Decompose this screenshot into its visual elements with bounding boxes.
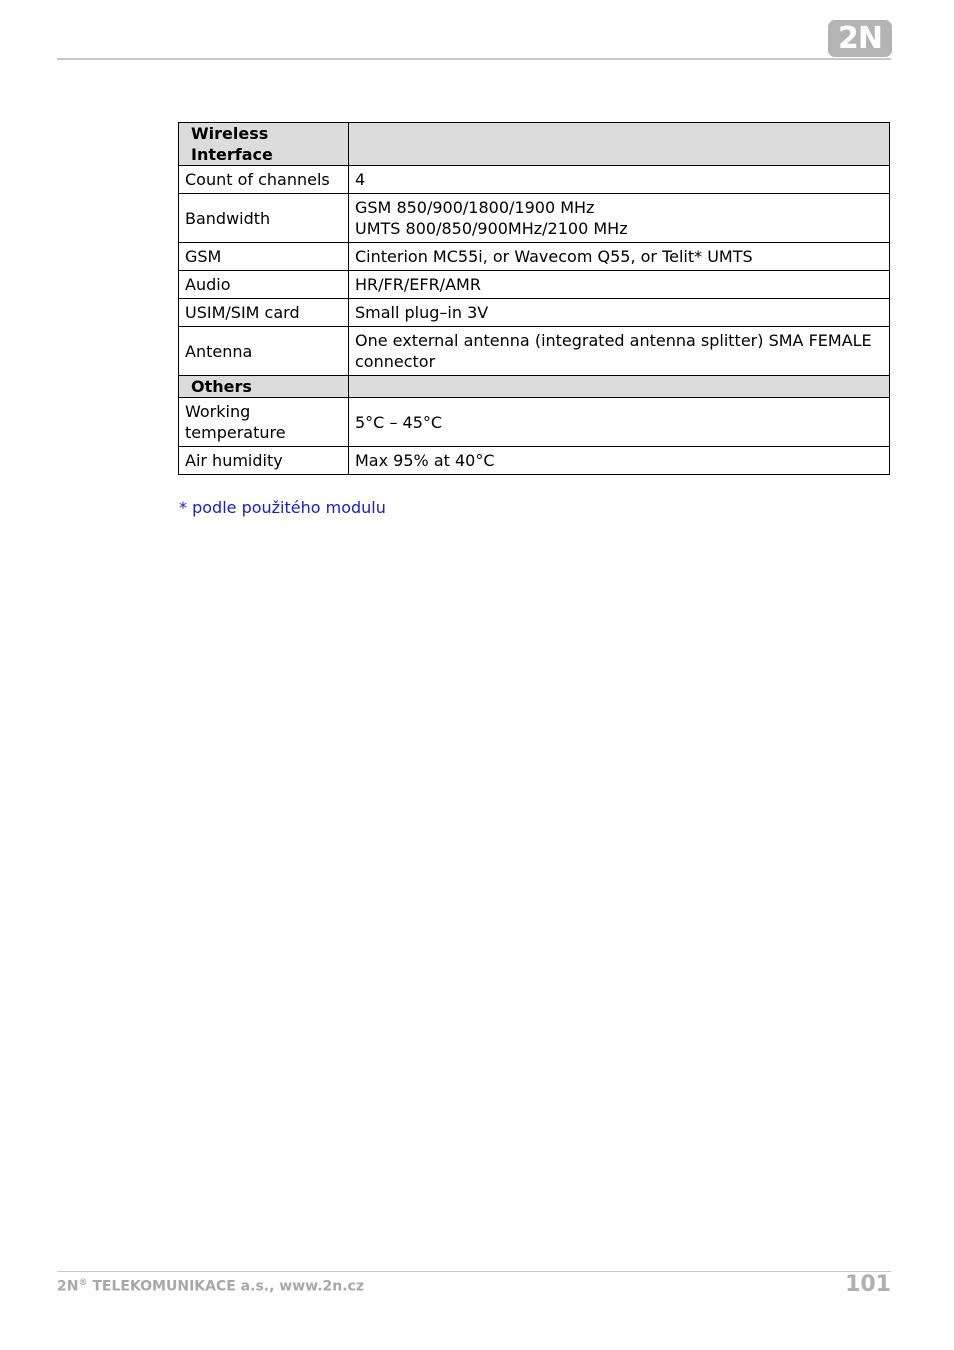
row-label: Air humidity [179,447,349,475]
table-row [179,271,890,299]
table-row [179,166,890,194]
table-section-row [179,123,890,166]
table-row [179,194,890,243]
row-value: Small plug–in 3V [349,299,890,327]
section-label: Wireless Interface [179,123,349,166]
section-value [349,123,890,166]
row-label: Count of channels [179,166,349,194]
row-value: 5°C – 45°C [349,398,890,447]
row-label: Audio [179,271,349,299]
table-row [179,299,890,327]
section-label: Others [179,376,349,398]
row-value: HR/FR/EFR/AMR [349,271,890,299]
page-number: 101 [845,1272,891,1297]
logo-text: 2N [838,21,882,56]
row-value: GSM 850/900/1800/1900 MHz UMTS 800/850/900MHz/2100 MHz [349,194,890,243]
table-section-row [179,376,890,398]
row-value: Cinterion MC55i, or Wavecom Q55, or Telit* UMTS [349,243,890,271]
row-label: Bandwidth [179,194,349,243]
company-logo [828,20,892,57]
table-row [179,398,890,447]
row-label: GSM [179,243,349,271]
row-label: Antenna [179,327,349,376]
row-value: Max 95% at 40°C [349,447,890,475]
table-row [179,243,890,271]
footer-divider [57,1271,891,1272]
header-divider [57,58,891,60]
table-row [179,447,890,475]
footnote: * podle použitého modulu [179,498,386,517]
registered-mark: ® [78,1278,88,1288]
specification-table [178,122,890,475]
footer-company-text: TELEKOMUNIKACE a.s., www.2n.cz [87,1278,364,1295]
footer-company [57,1278,364,1295]
footer-brand: 2N [57,1278,79,1295]
table-row [179,327,890,376]
section-value [349,376,890,398]
row-label: Working temperature [179,398,349,447]
row-value: 4 [349,166,890,194]
row-label: USIM/SIM card [179,299,349,327]
row-value: One external antenna (integrated antenna splitter) SMA FEMALE connector [349,327,890,376]
